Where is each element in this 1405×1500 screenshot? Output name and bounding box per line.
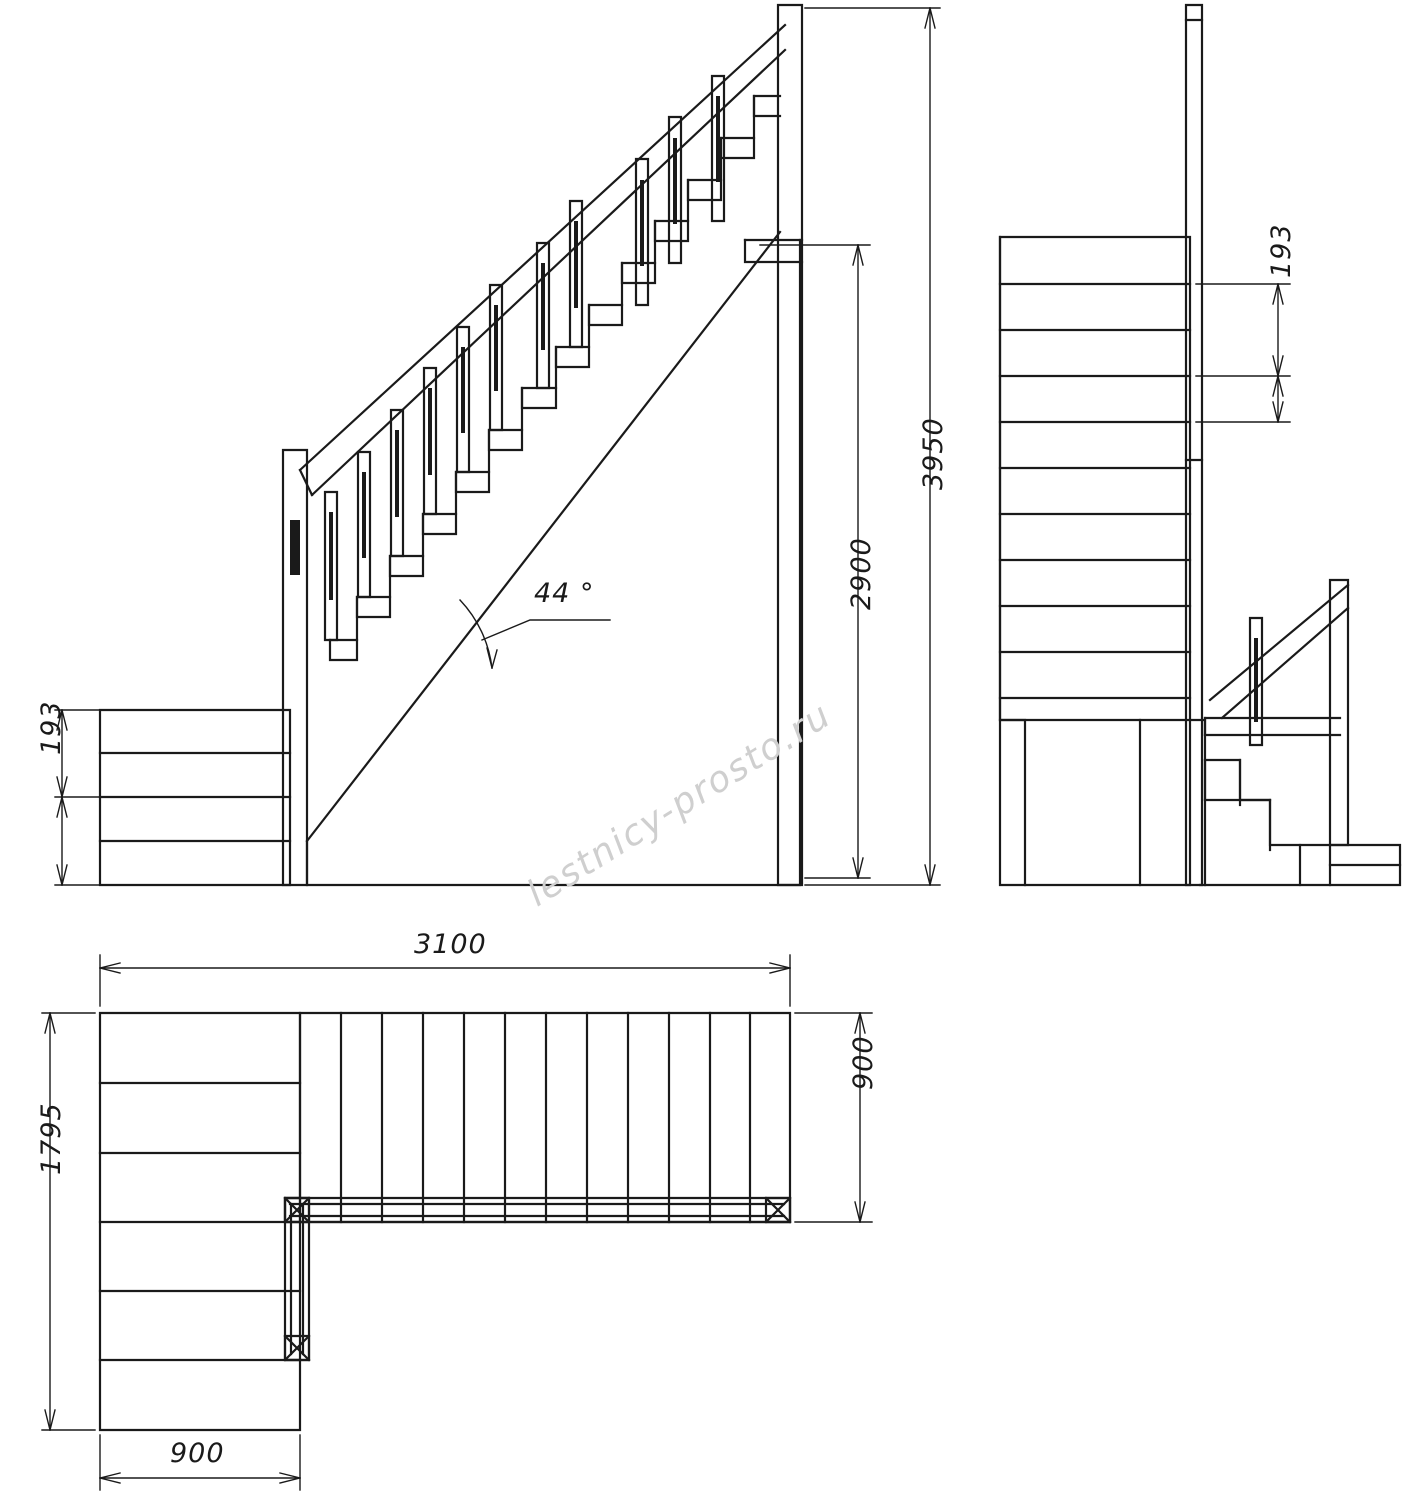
dim-riser-front-label: 193 (36, 700, 67, 755)
front-elevation-geometry (100, 5, 802, 885)
dim-total-height-label: 3950 (918, 417, 949, 490)
plan-view-geometry (100, 1013, 790, 1430)
side-elevation-dimensions (1196, 284, 1290, 422)
side-elevation-geometry (1000, 5, 1400, 885)
dim-total-length-label: 3100 (414, 929, 487, 960)
dim-total-depth-label: 1795 (36, 1102, 67, 1175)
watermark-text: lestnicy-prosto.ru (520, 694, 839, 915)
dim-flight-width-label: 900 (848, 1035, 879, 1090)
dim-landing-width-label: 900 (170, 1438, 225, 1469)
dim-riser-side-label: 193 (1266, 223, 1297, 278)
dim-floor-height-label: 2900 (846, 537, 877, 610)
dim-slope-angle-label: 44 ° (534, 578, 595, 609)
